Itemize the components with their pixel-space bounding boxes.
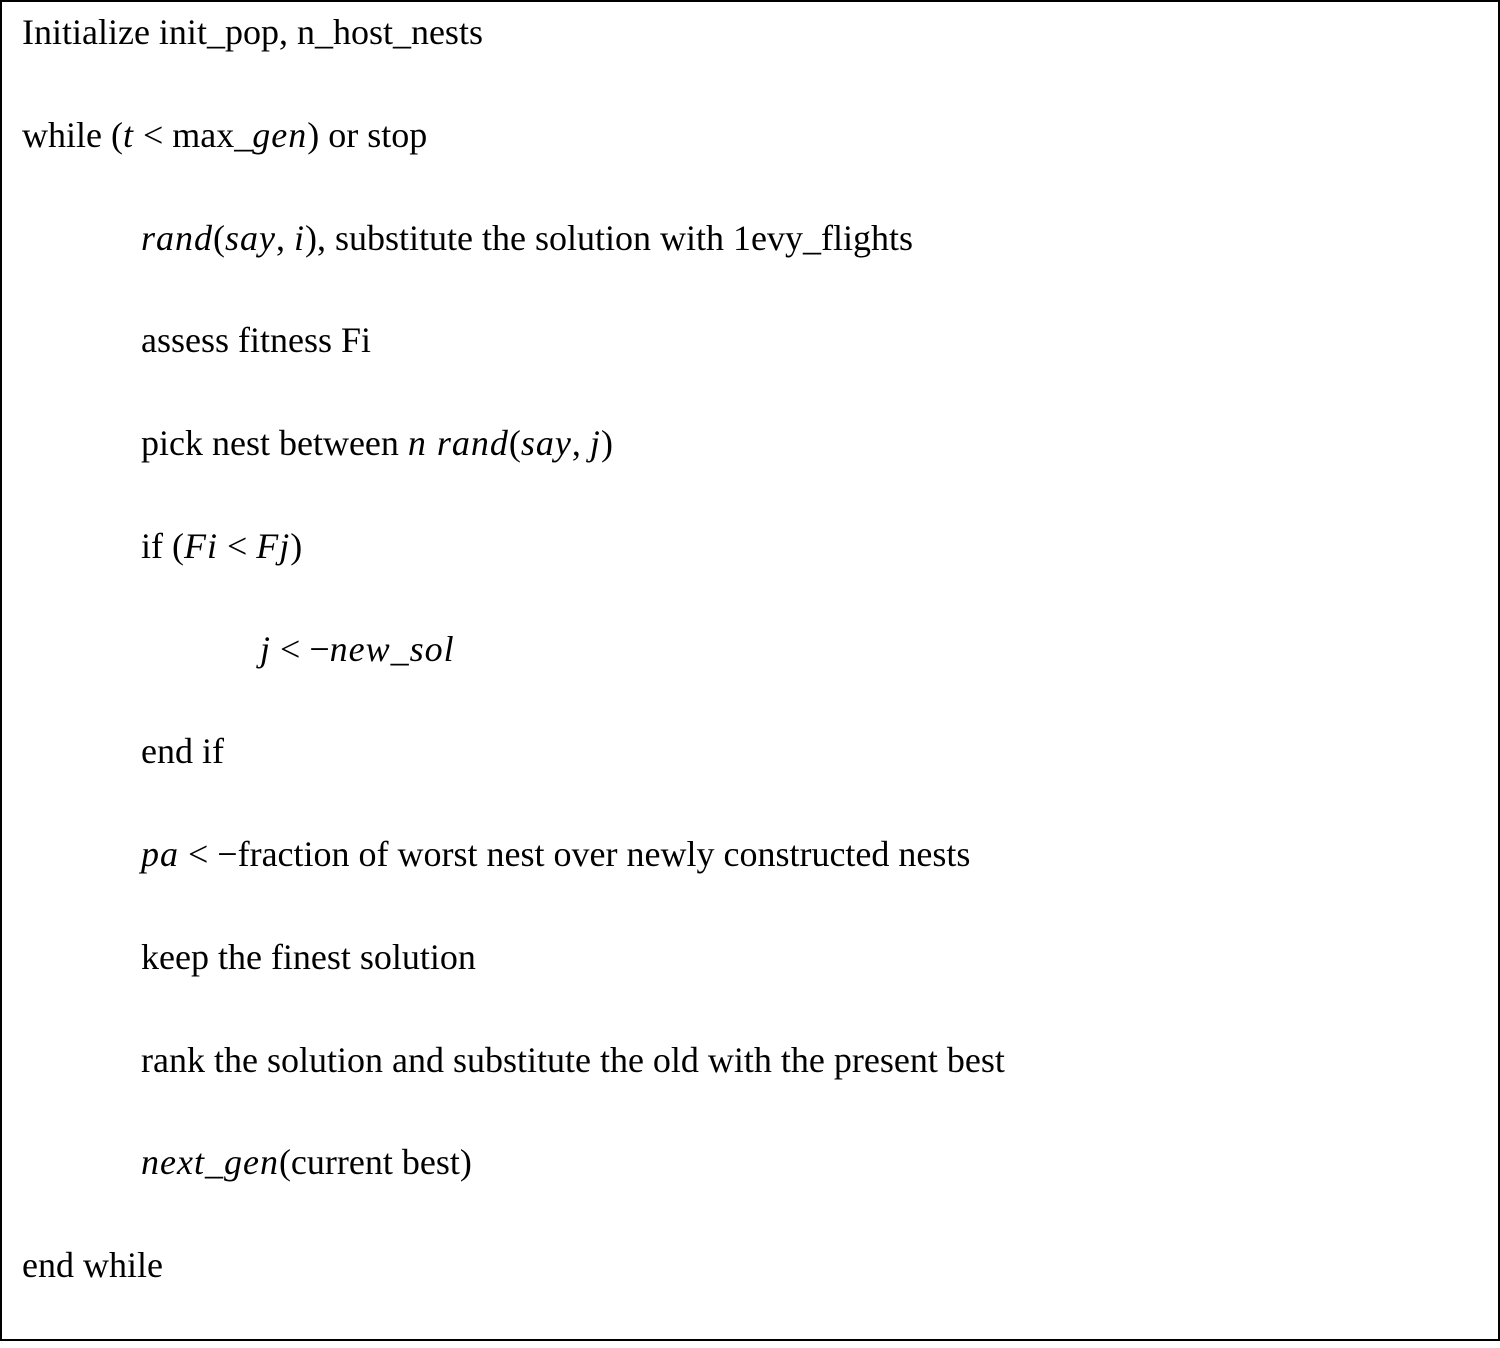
pseudocode-line [2, 1245, 1498, 1348]
code-text: end while [22, 1245, 163, 1285]
pseudocode-line [2, 526, 1498, 629]
pseudocode-lines [2, 12, 1498, 1348]
pseudocode-line [2, 320, 1498, 423]
code-text: ( [213, 217, 226, 258]
math-expression: gen [252, 114, 308, 155]
code-text: , [571, 423, 590, 463]
math-expression: say [225, 217, 277, 258]
math-expression: new_sol [329, 628, 455, 669]
code-text: pick nest between [141, 423, 408, 463]
code-text: if ( [141, 525, 184, 566]
math-expression: next_gen [141, 1142, 279, 1183]
code-text: < − [271, 628, 330, 669]
code-text: keep the finest solution [141, 936, 476, 977]
math-expression: say [520, 423, 572, 463]
code-text: ) [290, 525, 303, 566]
code-text: < −fraction of worst nest over newly constructed nests [179, 834, 971, 874]
pseudocode-line [2, 629, 1498, 732]
code-text: < [217, 525, 257, 566]
math-expression: t [122, 114, 134, 155]
pseudocode-line [2, 1142, 1498, 1245]
pseudocode-line [2, 834, 1498, 937]
code-text: rank the solution and substitute the old with the present best [141, 1039, 1005, 1080]
math-expression: j [260, 628, 272, 669]
pseudocode-line [2, 115, 1498, 218]
pseudocode-line [2, 731, 1498, 834]
math-expression: i [294, 217, 306, 258]
math-expression: Fi [183, 525, 218, 566]
pseudocode-line [2, 218, 1498, 321]
pseudocode-line [2, 423, 1498, 526]
math-expression: n rand [407, 423, 509, 463]
code-text: < max_ [133, 114, 253, 155]
pseudocode-line [2, 1040, 1498, 1143]
code-text: while ( [22, 114, 123, 155]
code-text: end if [141, 731, 224, 772]
code-text: ( [508, 423, 521, 463]
math-expression: j [589, 423, 601, 463]
pseudocode-line [2, 937, 1498, 1040]
math-expression: Fj [256, 525, 291, 566]
code-text: Initialize init_pop, n_host_nests [22, 12, 483, 52]
code-text: ) or stop [307, 114, 428, 155]
code-text: (current best) [278, 1142, 472, 1183]
math-expression: pa [141, 834, 179, 874]
code-text: ) [600, 423, 613, 463]
code-text: assess fitness Fi [141, 320, 372, 361]
code-text: ), substitute the solution with 1evy_flights [305, 217, 914, 258]
code-text: , [276, 217, 295, 258]
pseudocode-line [2, 12, 1498, 115]
math-expression: rand [141, 217, 214, 258]
